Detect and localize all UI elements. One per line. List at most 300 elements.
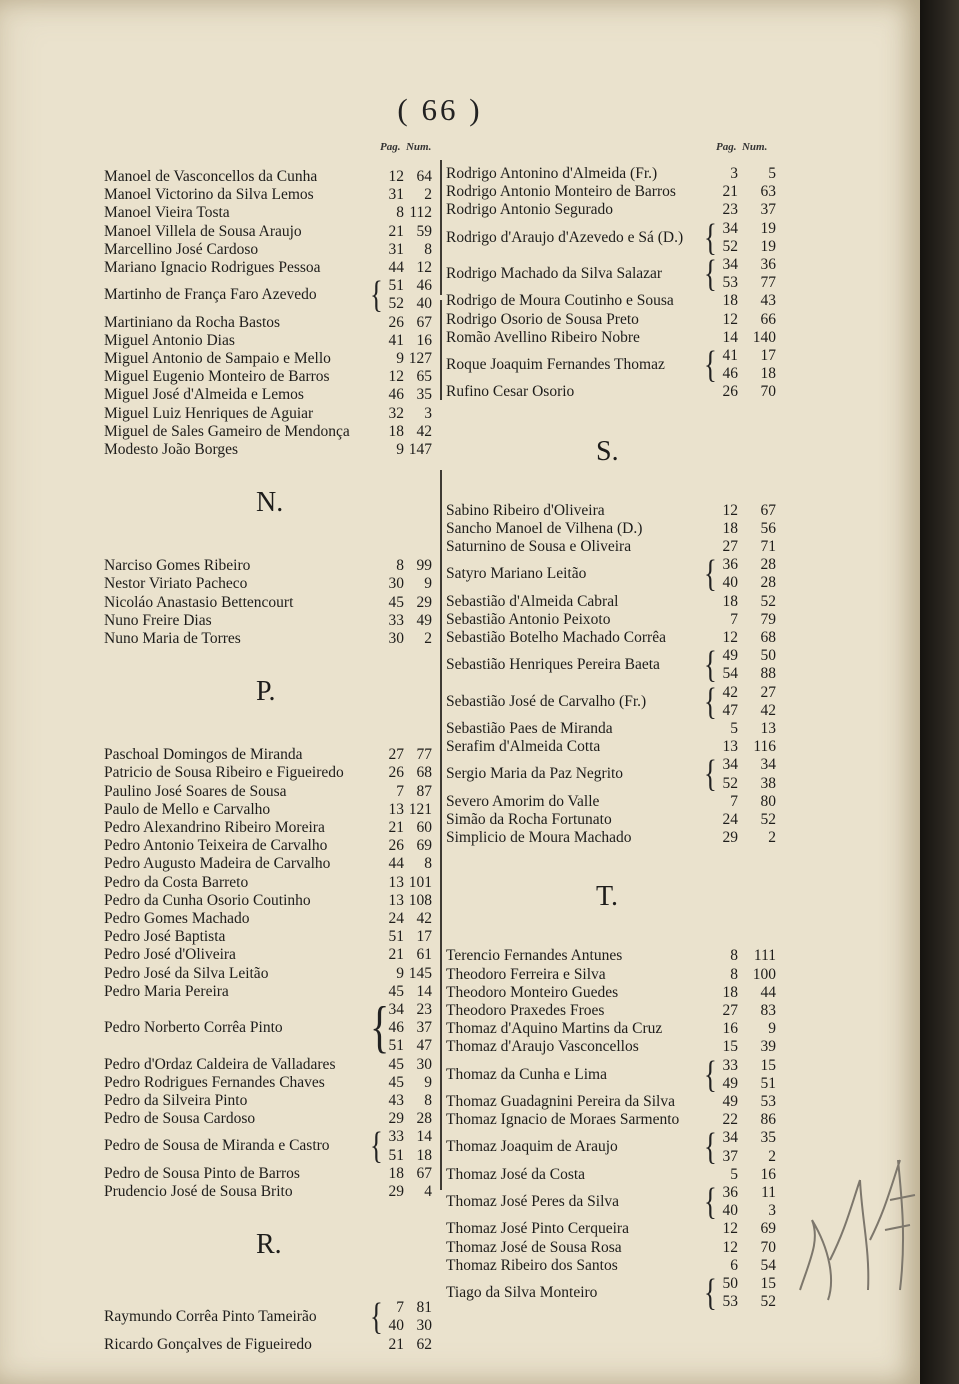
entry-name: Sebastião d'Almeida Cabral [446,592,619,610]
number-ref: 2 [768,1147,776,1165]
number-ref: 3 [424,404,432,422]
index-entry [446,1239,776,1257]
number-ref: 46 [416,277,432,295]
entry-name: Pedro de Sousa Pinto de Barros [104,1164,300,1182]
index-entry [446,1272,776,1314]
number-ref: 60 [416,819,432,836]
brace-icon: { [704,216,717,259]
entry-name: Pedro Antonio Teixeira de Carvalho [104,837,328,855]
page-ref: 40 [722,1202,738,1220]
number-ref: 42 [416,422,432,440]
entry-name: Pedro Maria Pereira [104,982,229,1000]
page-ref: 12 [388,168,404,185]
brace-icon: { [704,680,717,723]
page-ref: 50 [722,1275,738,1292]
number-ref: 14 [416,1128,432,1146]
number-ref: 18 [416,1146,432,1164]
index-entry [446,947,776,965]
page-ref: 24 [722,811,738,828]
brace-icon: { [704,753,717,796]
page-ref: 33 [388,611,404,629]
page-ref: 21 [722,183,738,201]
number-ref: 17 [416,928,432,946]
entry-name: Miguel Antonio de Sampaio e Mello [104,350,331,367]
index-entry [104,764,432,782]
entry-name: Martiniano da Rocha Bastos [104,313,281,331]
index-entry [104,405,432,423]
number-ref: 44 [760,983,776,1001]
entry-name: Miguel José d'Almeida e Lemos [104,386,304,404]
number-ref: 12 [416,259,432,276]
page-ref: 13 [722,738,738,756]
entry-name: Modesto João Borges [104,441,239,458]
entry-name: Rodrigo d'Araujo d'Azevedo e Sá (D.) [446,228,684,246]
entry-name: Thomaz Ignacio de Moraes Sarmento [446,1111,680,1129]
number-ref: 19 [760,237,776,255]
entry-name: Miguel de Sales Gameiro de Mendonça [104,422,350,440]
page-ref: 12 [722,501,738,519]
page-ref: 51 [388,277,404,295]
page-ref: 12 [722,1238,738,1256]
entry-name: Raymundo Corrêa Pinto Tameirão [104,1308,317,1326]
number-ref: 83 [760,1002,776,1019]
number-ref: 9 [424,1073,432,1091]
number-ref: 81 [416,1299,432,1317]
number-ref: 52 [760,811,776,828]
number-ref: 2 [424,186,432,204]
section-letter: S. [596,435,619,467]
number-ref: 53 [760,1093,776,1110]
page-ref: 45 [388,982,404,1000]
entry-name: Romão Avellino Ribeiro Nobre [446,328,640,346]
index-entry [104,332,432,350]
number-ref: 70 [760,1238,776,1256]
number-ref: 71 [760,538,776,555]
number-ref: 2 [768,829,776,847]
number-ref: 16 [760,1165,776,1183]
number-ref: 145 [408,964,432,982]
page-ref: 29 [388,1110,404,1128]
number-ref: 116 [753,738,776,756]
page-ref: 8 [730,947,738,965]
entry-name: Marcellino José Cardoso [104,240,259,258]
number-ref: 47 [416,1037,432,1055]
index-entry [104,274,432,317]
page-ref: 5 [730,1165,738,1183]
entry-name: Thomaz José Pinto Cerqueira [446,1220,629,1238]
number-ref: 100 [752,965,776,983]
page-ref: 34 [722,219,738,237]
entry-name: Pedro José Baptista [104,928,226,946]
column-rule [440,300,442,400]
page-ref: 46 [388,1019,404,1037]
page-ref: 23 [722,201,738,219]
index-entry [104,1125,432,1168]
entry-name: Ricardo Gonçalves de Figueiredo [104,1335,312,1353]
brace-icon: { [370,274,383,317]
index-entry [446,1220,776,1238]
page-ref: 52 [388,295,404,313]
page-ref: 30 [388,630,404,647]
page-ref: 24 [388,910,404,927]
number-ref: 43 [760,292,776,310]
index-entry [104,783,432,801]
index-entry [104,241,432,259]
entry-name: Rodrigo Osorio de Sousa Preto [446,310,639,328]
number-ref: 64 [416,168,432,185]
index-entry [446,829,776,847]
entry-name: Sebastião Henriques Pereira Baeta [446,656,660,674]
index-entry [446,502,776,520]
entry-name: Paschoal Domingos de Miranda [104,746,303,764]
entry-name: Sebastião José de Carvalho (Fr.) [446,692,647,710]
index-entry [104,1056,432,1074]
page-ref: 12 [722,629,738,646]
number-ref: 63 [760,183,776,201]
number-ref: 68 [760,629,776,646]
page-ref: 8 [396,204,404,222]
page-ref: 32 [388,404,404,422]
number-ref: 35 [416,386,432,404]
index-entry [446,753,776,796]
number-ref: 38 [760,774,776,792]
section-letter: P. [256,676,276,708]
number-ref: 37 [760,201,776,219]
entry-name: Nuno Maria de Torres [104,630,241,647]
index-entry [446,1181,776,1223]
entry-name: Pedro Norberto Corrêa Pinto [104,1019,283,1037]
number-ref: 147 [408,441,432,458]
index-entry [446,738,776,756]
right-header-num: Num. [741,141,768,153]
entry-name: Pedro de Sousa de Miranda e Castro [104,1137,330,1155]
page-ref: 3 [730,165,738,182]
entry-name: Nestor Viriato Pacheco [104,575,248,593]
number-ref: 54 [760,1256,776,1274]
number-ref: 28 [760,556,776,574]
entry-name: Thomaz Joaquim de Araujo [446,1138,618,1156]
entry-name: Sebastião Antonio Peixoto [446,610,611,628]
number-ref: 4 [424,1183,432,1200]
index-entry [104,855,432,873]
index-entry [446,1093,776,1111]
index-entry [104,350,432,368]
page-ref: 40 [388,1317,404,1335]
index-entry [446,611,776,629]
page-ref: 22 [722,1111,738,1129]
page-ref: 33 [722,1056,738,1074]
page-ref: 45 [388,593,404,611]
index-entry [104,186,432,204]
index-entry [104,368,432,386]
page-ref: 49 [722,647,738,665]
index-entry [104,1110,432,1128]
index-entry [446,1053,776,1096]
brace-icon: { [370,1125,383,1168]
brace-icon: { [704,644,717,687]
page-ref: 18 [722,292,738,310]
page-ref: 9 [396,441,404,458]
page-number: ( 66 ) [397,92,483,127]
number-ref: 3 [768,1202,776,1220]
number-ref: 87 [416,782,432,800]
number-ref: 15 [760,1275,776,1292]
brace-icon: { [704,1126,717,1169]
page-ref: 7 [396,1299,404,1317]
number-ref: 40 [416,295,432,313]
page-ref: 36 [722,556,738,574]
entry-name: Pedro da Cunha Osorio Coutinho [104,891,311,909]
number-ref: 8 [424,1092,432,1109]
page-ref: 34 [722,256,738,273]
number-ref: 69 [416,837,432,855]
number-ref: 99 [416,557,432,575]
handwritten-signature [790,1140,920,1310]
number-ref: 23 [416,1001,432,1018]
brace-icon: { [370,1296,383,1339]
entry-name: Pedro Rodrigues Fernandes Chaves [104,1073,325,1091]
entry-name: Severo Amorim do Valle [446,792,600,810]
number-ref: 59 [416,222,432,240]
page-ref: 51 [388,1037,404,1055]
entry-name: Pedro d'Ordaz Caldeira de Valladares [104,1055,336,1073]
index-entry [446,1126,776,1169]
index-entry [104,1074,432,1092]
index-entry [104,1183,432,1201]
index-entry [446,183,776,201]
left-header-num: Num. [405,141,432,153]
index-entry [104,892,432,910]
column-rule [440,160,442,295]
number-ref: 140 [752,328,776,346]
index-entry [104,965,432,983]
index-entry [446,680,776,723]
entry-name: Sebastião Botelho Machado Corrêa [446,629,666,646]
index-entry [446,629,776,647]
number-ref: 65 [416,368,432,386]
index-entry [104,819,432,837]
number-ref: 27 [760,683,776,701]
index-entry [104,1336,432,1354]
entry-name: Thomaz da Cunha e Lima [446,1065,607,1083]
page-ref: 18 [722,592,738,610]
index-entry [446,1038,776,1056]
entry-name: Mariano Ignacio Rodrigues Pessoa [104,259,321,276]
left-column-header [380,141,431,153]
entry-name: Prudencio José de Sousa Brito [104,1183,293,1200]
entry-name: Thomaz José da Costa [446,1165,586,1183]
brace-icon: { [704,553,717,596]
number-ref: 18 [760,365,776,383]
page-ref: 26 [722,383,738,401]
index-entry [446,553,776,596]
page-ref: 34 [722,756,738,774]
index-entry [446,984,776,1002]
page-ref: 37 [722,1147,738,1165]
index-entry [446,292,776,310]
entry-name: Rodrigo de Moura Coutinho e Sousa [446,292,674,310]
page-ref: 5 [730,720,738,737]
entry-name: Simplicio de Moura Machado [446,829,632,847]
entry-name: Pedro Augusto Madeira de Carvalho [104,855,331,873]
page-ref: 29 [388,1183,404,1200]
entry-name: Roque Joaquim Fernandes Thomaz [446,356,665,374]
page-ref: 47 [722,701,738,719]
entry-name: Serafim d'Almeida Cotta [446,738,601,756]
index-entry [446,165,776,183]
number-ref: 30 [416,1055,432,1073]
brace-icon: { [704,1272,717,1314]
number-ref: 28 [760,574,776,592]
section-letter: R. [256,1229,282,1261]
page-ref: 44 [388,259,404,276]
entry-name: Sabino Ribeiro d'Oliveira [446,501,605,519]
index-entry [446,216,776,259]
page-ref: 8 [730,965,738,983]
entry-name: Miguel Luiz Henriques de Aguiar [104,404,314,422]
number-ref: 68 [416,764,432,782]
number-ref: 62 [416,1335,432,1353]
index-entry [104,594,432,612]
number-ref: 19 [760,219,776,237]
entry-name: Terencio Fernandes Antunes [446,947,623,965]
entry-name: Theodoro Ferreira e Silva [446,965,606,983]
entry-name: Simão da Rocha Fortunato [446,811,612,828]
entry-name: Pedro José d'Oliveira [104,946,236,964]
entry-name: Sergio Maria da Paz Negrito [446,765,624,783]
index-entry [446,383,776,401]
page-ref: 31 [388,240,404,258]
number-ref: 30 [416,1317,432,1335]
number-ref: 69 [760,1220,776,1238]
number-ref: 49 [416,611,432,629]
page-ref: 13 [388,873,404,891]
page-ref: 51 [388,1146,404,1164]
index-entry [104,946,432,964]
page-ref: 13 [388,800,404,818]
page-ref: 26 [388,837,404,855]
page-ref: 18 [388,1164,404,1182]
number-ref: 66 [760,310,776,328]
number-ref: 36 [760,256,776,273]
index-entry [446,329,776,347]
entry-name: Rodrigo Antonio Monteiro de Barros [446,183,676,201]
number-ref: 9 [768,1020,776,1038]
number-ref: 42 [416,910,432,927]
page-ref: 12 [722,1220,738,1238]
entry-name: Manoel Victorino da Silva Lemos [104,186,314,204]
page-ref: 36 [722,1184,738,1201]
index-entry [104,746,432,764]
page-ref: 42 [722,683,738,701]
entry-name: Sebastião Paes de Miranda [446,720,613,737]
index-entry [446,1111,776,1129]
index-entry [446,644,776,687]
index-entry [104,386,432,404]
section-letter: N. [256,487,284,519]
number-ref: 11 [761,1184,776,1201]
page-ref: 46 [388,386,404,404]
index-entry [104,168,432,186]
index-entry [104,837,432,855]
page-ref: 27 [722,538,738,555]
index-entry [446,253,776,295]
number-ref: 39 [760,1038,776,1056]
number-ref: 2 [424,630,432,647]
entry-name: Manoel Villela de Sousa Araujo [104,222,302,240]
entry-name: Thomaz Ribeiro dos Santos [446,1256,618,1274]
page-ref: 52 [722,237,738,255]
number-ref: 16 [416,331,432,349]
entry-name: Narciso Gomes Ribeiro [104,557,251,575]
brace-icon: { [704,1181,717,1223]
page-ref: 40 [722,574,738,592]
entry-name: Thomaz José Peres da Silva [446,1193,620,1211]
page-ref: 15 [722,1038,738,1056]
number-ref: 17 [760,347,776,364]
entry-name: Manoel Vieira Tosta [104,204,230,222]
page-ref: 41 [388,331,404,349]
page-ref: 53 [722,1293,738,1311]
page-ref: 9 [396,964,404,982]
index-entry [446,201,776,219]
number-ref: 112 [409,204,432,222]
section-letter: T. [596,881,619,913]
page-ref: 34 [388,1001,404,1018]
index-entry [446,311,776,329]
index-entry [446,520,776,538]
entry-name: Nuno Freire Dias [104,611,212,629]
entry-name: Tiago da Silva Monteiro [446,1284,598,1302]
entry-name: Thomaz José de Sousa Rosa [446,1238,622,1256]
page-ref: 53 [722,274,738,292]
number-ref: 88 [760,665,776,683]
index-entry [446,538,776,556]
page-ref: 27 [722,1002,738,1019]
index-entry [104,259,432,277]
page-ref: 7 [396,782,404,800]
index-entry [446,720,776,738]
index-entry [104,423,432,441]
entry-name: Martinho de França Faro Azevedo [104,286,317,304]
number-ref: 67 [760,501,776,519]
page-ref: 21 [388,946,404,964]
index-entry [104,557,432,575]
index-entry [446,793,776,811]
index-entry [104,314,432,332]
page-ref: 43 [388,1092,404,1109]
number-ref: 111 [753,947,776,965]
number-ref: 50 [760,647,776,665]
page-ref: 41 [722,347,738,364]
index-entry [104,441,432,459]
page-ref: 18 [722,983,738,1001]
index-entry [446,811,776,829]
entry-name: Paulo de Mello e Carvalho [104,800,271,818]
number-ref: 8 [424,855,432,873]
right-header-pag: Pag. [716,141,737,153]
entry-name: Theodoro Praxedes Froes [446,1002,605,1019]
page-ref: 34 [722,1129,738,1147]
entry-name: Rufino Cesar Osorio [446,383,575,401]
page-ref: 7 [730,610,738,628]
page-ref: 52 [722,774,738,792]
index-entry [446,1166,776,1184]
number-ref: 35 [760,1129,776,1147]
page-ref: 45 [388,1055,404,1073]
number-ref: 37 [416,1019,432,1037]
page-ref: 27 [388,746,404,764]
